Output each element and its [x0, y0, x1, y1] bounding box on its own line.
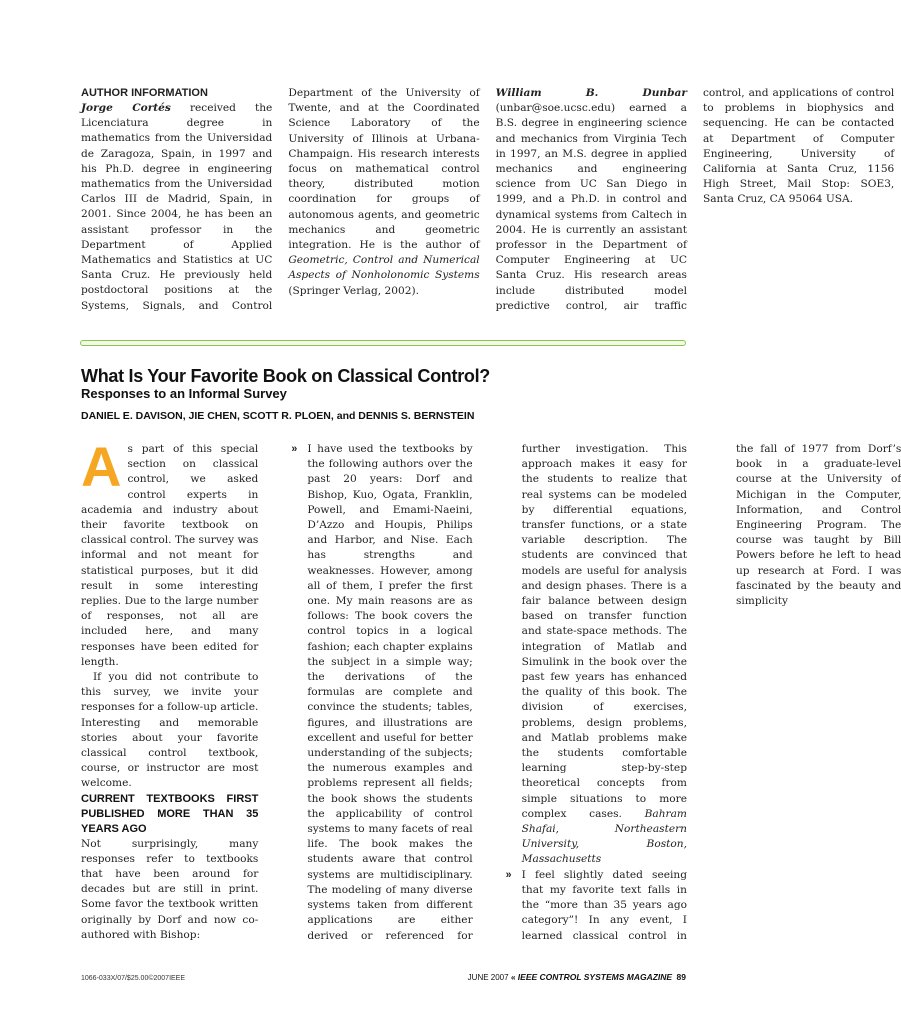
section-heading: CURRENT TEXTBOOKS FIRST PUBLISHED MORE THAN 35 YEARS AGO [81, 792, 259, 835]
intro-paragraph: As part of this special section on classical control, we asked control experts in academia and industry about their favorite textbook on classical control. The survey was informal and not meant for statistical purposes, but it did result in some interesting replies. Due to the large number of responses, not all are included here, and many responses have been edited for length. [81, 435, 259, 668]
author-info-heading: AUTHOR INFORMATION [81, 87, 208, 99]
page-number: 89 [676, 972, 686, 982]
article-title: What Is Your Favorite Book on Classical Control? [81, 366, 490, 386]
book-title: Geometric, Control and Numerical Aspects of Nonholonomic Systems [288, 254, 480, 282]
quote-marker-icon: » [505, 868, 512, 881]
issue-date: JUNE 2007 [467, 973, 509, 982]
running-footer [468, 972, 686, 982]
magazine-name: IEEE CONTROL SYSTEMS MAGAZINE [517, 972, 673, 982]
author-bio-cortes: Jorge Cortés received the Licenciatura degree in mathematics from the Universidad de Zaragoza, Spain, in 1997 and his Ph.D. degree in engineering mathematics from the Universidad Carlos III de Madrid, Spain, in 2001. Since 2004, he has been an assistant professor in the Department of Applied Mathematics and Statistics at UC Santa Cruz. He previously held postdoctoral positions at the Systems, Signals, and Control Department of the University of Twente, and at the Coordinated Science Laboratory of the University of Illinois at Urbana-Champaign. His research interests focus on mathematical control theory, distributed motion coordination for groups of autonomous agents, and geometric mechanics and geometric integration. He is the author of Geometric, Control and Numerical Aspects of Nonholonomic Systems (Springer Verlag, 2002). [81, 87, 480, 312]
article-authors: DANIEL E. DAVISON, JIE CHEN, SCOTT R. PLOEN, and DENNIS S. BERNSTEIN [81, 410, 475, 422]
copyright-line: 1066-033X/07/$25.00©2007IEEE [81, 975, 186, 982]
author-name-dunbar: William B. Dunbar [495, 87, 687, 99]
section-intro: Not surprisingly, many responses refer to textbooks that have been around for decades but are still in print. Some favor the textbook written originally by Dorf and now co-authored with Bishop: [81, 837, 259, 941]
quote-marker-icon: » [291, 443, 298, 455]
section-divider [80, 340, 686, 346]
quote-attribution: Bahram Shafai, Northeastern University, Boston, Massachusetts [521, 807, 687, 866]
article-body-columns [81, 435, 901, 952]
drop-cap: A [81, 435, 122, 498]
author-info-columns [81, 86, 895, 322]
author-bio-dunbar: William B. Dunbar (unbar@soe.ucsc.edu) earned a B.S. degree in engineering science and mechanics from Virginia Tech in 1997, an M.S. degree in applied mechanics and engineering science from UC San Diego in 1999, and a Ph.D. in control and dynamical systems from Caltech in 2004. He is currently an assistant professor in the Department of Computer Engineering at UC Santa Cruz. His research areas include distributed model predictive control, air traffic control, and applications of control to problems in biophysics and sequencing. He can be contacted at Department of Computer Engineering, University of California at Santa Cruz, 1156 High Street, Mail Stop: SOE3, Santa Cruz, CA 95064 USA. [495, 87, 895, 312]
invite-paragraph: If you did not contribute to this survey, we invite your responses for a follow-up article. Interesting and memorable stories about your favorite classical control textbook, course, or instructor are most welcome. [81, 671, 259, 790]
article-subtitle: Responses to an Informal Survey [81, 386, 287, 401]
author-name-cortes: Jorge Cortés [81, 102, 171, 114]
quote-dated: » I feel slightly dated seeing that my favorite text falls in the “more than 35 years ago category”! In any event, I learned classical control in the fall of 1977 from Dorf’s book in a graduate-level course at the University of Michigan in the Computer, Information, and Control Engineering Program. The course was taught by Bill Powers before he left to head up research at Ford. I was fascinated by the beauty and simplicity [505, 443, 901, 942]
quote-shafai: » I have used the textbooks by the following authors over the past 20 years: Dorf and Bishop, Kuo, Ogata, Franklin, Powell, and Emami-Naeini, D’Azzo and Houpis, Philips and Harbor, and Nise. Each has strengths and weaknesses. However, among all of them, I prefer the first one. My main reasons are as follows: The book covers the control topics in a logical fashion; each chapter explains the subject in a simple way; the derivations of the formulas are complete and convince the students; tables, figures, and illustrations are excellent and useful for better understanding of the subjects; the numerous examples and problems represent all fields; the book shows the students the applicability of control systems to many facets of real life. The book makes the students aware that control systems are multidisciplinary. The modeling of many diverse systems taken from different applications are either derived or referenced for further investigation. This approach makes it easy for the students to realize that real systems can be modeled by differential equations, transfer functions, or a state variable description. The students are convinced that models are useful for analysis and design phases. There is a fair balance between design based on transfer function and state-space methods. The integration of Matlab and Simulink in the book over the past few years has enhanced the quality of this book. The division of exercises, problems, design problems, and Matlab problems make the students comfortable learning step-by-step theoretical concepts from simple situations to more complex cases. Bahram Shafai, Northeastern University, Boston, Massachusetts [291, 443, 687, 942]
footer-separator: « [510, 972, 516, 982]
